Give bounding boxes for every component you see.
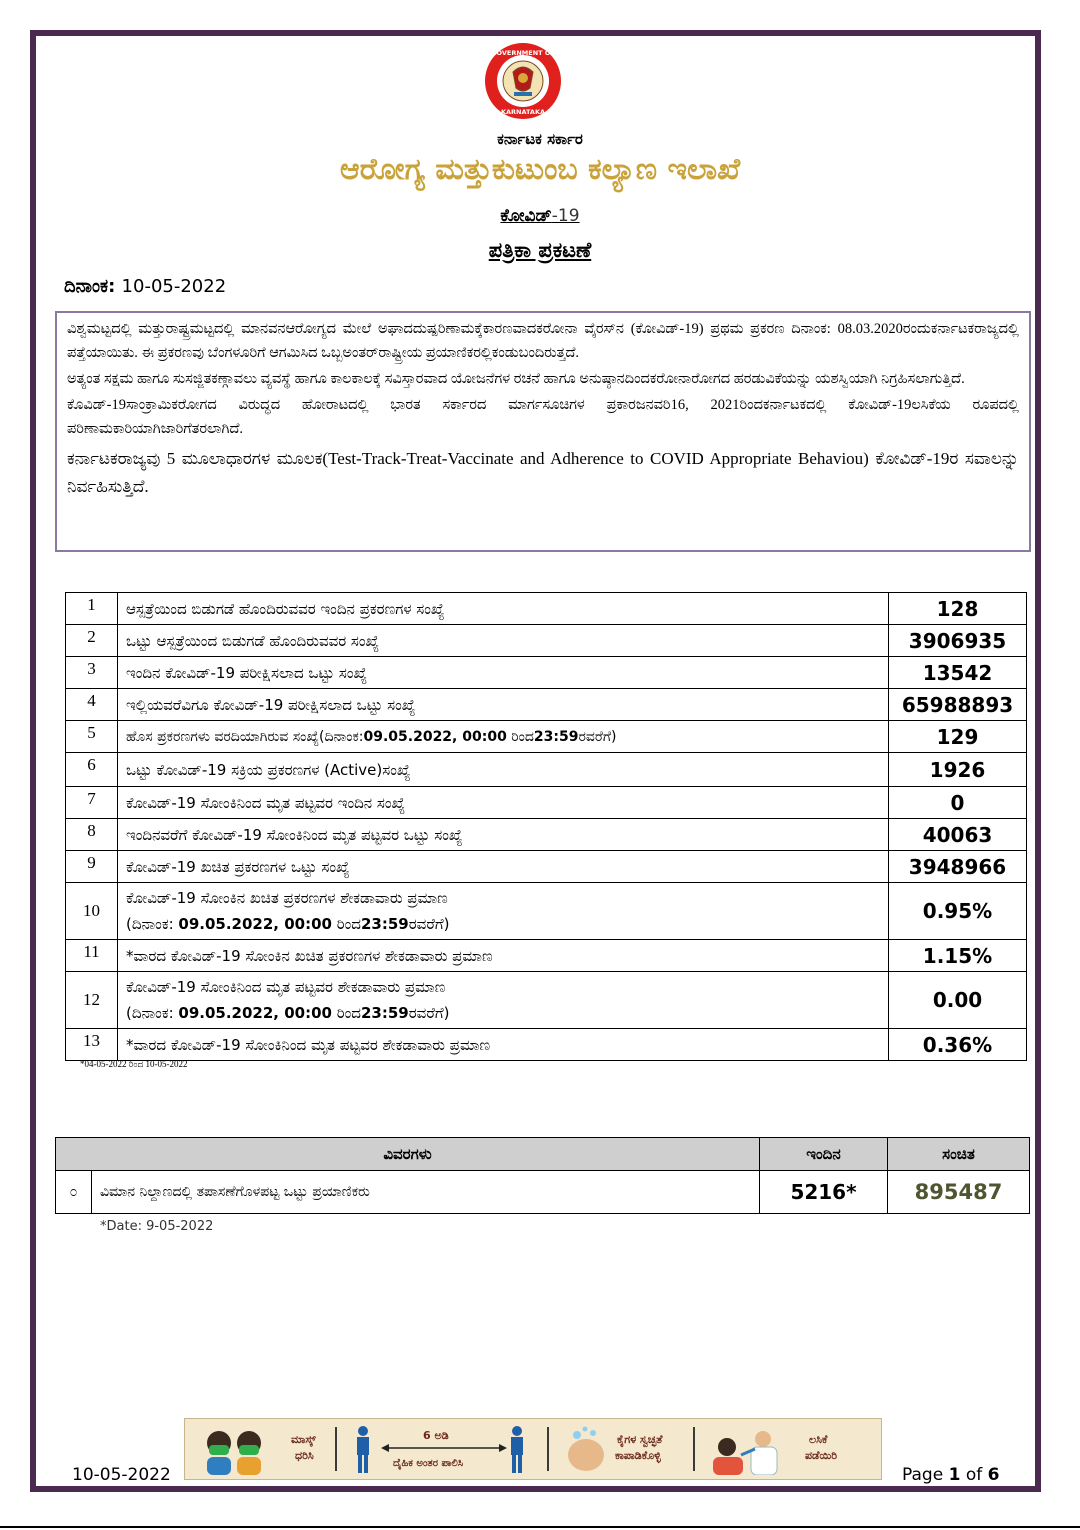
row-index: 10 — [66, 883, 118, 940]
footer-date: 10-05-2022 — [72, 1465, 171, 1485]
row-index: 4 — [66, 689, 118, 721]
banner-vaccine-line1: ಲಸಿಕೆ — [809, 1433, 828, 1446]
intro-paragraph-1: ವಿಶ್ವಮಟ್ಟದಲ್ಲಿ ಮತ್ತುರಾಷ್ಟ್ರಮಟ್ಟದಲ್ಲಿ ಮಾನವನಆರೋಗ್ಯದ ಮೇಲೆ ಅಘಾದದುಷ್ಪರಿಣಾಮಕ್ಕೆಕಾರಣವಾದಕರೋನಾ ವೈರಸ್‌ನ (ಕೋವಿಡ್-19) ಪ್ರಥಮ ಪ್ರಕರಣ ದಿನಾಂಕ: 08.03.2020ರಂದುಕರ್ನಾಟಕರಾಜ್ಯದಲ್ಲಿ ಪತ್ತೆಯಾಯಿತು. ಈ ಪ್ರಕರಣವು ಬೆಂಗಳೂರಿಗೆ ಆಗಮಿಸಿದ ಒಬ್ಬಅಂತರ್‌ರಾಷ್ಟ್ರೀಯ ಪ್ರಯಾಣಿಕರಲ್ಲಿಕಂಡುಬಂದಿರುತ್ತದೆ. — [67, 321, 1019, 361]
page-total: 6 — [987, 1465, 1000, 1485]
desc-date-line — [126, 1000, 880, 1026]
banner-divider — [693, 1427, 695, 1471]
table-row — [66, 721, 1027, 753]
covid-title — [0, 206, 1080, 226]
bottom-rule — [0, 1526, 1080, 1528]
row-value: 65988893 — [889, 689, 1027, 721]
desc-date-line — [126, 911, 880, 937]
row-description — [118, 972, 889, 1029]
date-range-start: 09.05.2022, 00:00 — [178, 1004, 332, 1022]
row-index: 13 — [66, 1029, 118, 1061]
table-row — [66, 625, 1027, 657]
row-index: 9 — [66, 851, 118, 883]
row-description — [118, 883, 889, 940]
banner-mask-line1: ಮಾಸ್ಕ್ — [291, 1433, 316, 1446]
table-row — [66, 1029, 1027, 1061]
row-index: ೦ — [56, 1171, 92, 1214]
row-cumulative-value: 895487 — [888, 1171, 1030, 1214]
table-row — [66, 972, 1027, 1029]
desc-part: ರವರೆಗೆ) — [408, 915, 450, 933]
row-index: 5 — [66, 721, 118, 753]
banner-hands-line1: ಕೈಗಳ ಸ್ವಚ್ಛತೆ — [617, 1433, 663, 1446]
desc-part: ರಿಂದ — [506, 728, 534, 745]
row-description: ಒಟ್ಟು ಆಸ್ಪತ್ರೆಯಿಂದ ಬಿಡುಗಡೆ ಹೊಂದಿರುವವರ ಸಂಖ್ಯೆ — [118, 625, 889, 657]
desc-part: ರಿಂದ — [331, 915, 361, 933]
column-header-today: ಇಂದಿನ — [760, 1138, 888, 1171]
desc-part: (ದಿನಾಂಕ: — [126, 1004, 179, 1022]
mask-people-icon — [199, 1425, 271, 1475]
desc-part: ರವರೆಗೆ) — [578, 728, 617, 745]
double-arrow-icon — [381, 1443, 507, 1453]
date-range-start: 09.05.2022, 00:00 — [363, 728, 507, 745]
page-of: of — [965, 1465, 983, 1485]
row-value: 13542 — [889, 657, 1027, 689]
row-value: 0 — [889, 787, 1027, 819]
row-description: ಒಟ್ಟು ಕೋವಿಡ್-19 ಸಕ್ರಿಯ ಪ್ರಕರಣಗಳ (Active)ಸಂಖ್ಯೆ — [118, 753, 889, 787]
row-value: 0.95% — [889, 883, 1027, 940]
table-row — [66, 851, 1027, 883]
date-value: 10-05-2022 — [121, 276, 227, 297]
table-row — [66, 940, 1027, 972]
date-range-end: 23:59 — [361, 1004, 409, 1022]
vaccination-icon — [705, 1425, 785, 1475]
row-value: 0.00 — [889, 972, 1027, 1029]
row-index: 3 — [66, 657, 118, 689]
column-header-cumulative: ಸಂಚಿತ — [888, 1138, 1030, 1171]
table-row — [66, 593, 1027, 625]
row-index: 1 — [66, 593, 118, 625]
row-description: *ವಾರದ ಕೋವಿಡ್-19 ಸೋಂಕಿನ ಖಚಿತ ಪ್ರಕರಣಗಳ ಶೇಕಡಾವಾರು ಪ್ರಮಾಣ — [118, 940, 889, 972]
table-row — [66, 819, 1027, 851]
row-index: 8 — [66, 819, 118, 851]
banner-mask-line2: ಧರಿಸಿ — [295, 1449, 314, 1462]
covid-number: -19 — [551, 206, 580, 226]
row-value: 128 — [889, 593, 1027, 625]
row-description — [118, 721, 889, 753]
row-description: ಇಲ್ಲಿಯವರೆವಿಗೂ ಕೋವಿಡ್-19 ಪರೀಕ್ಷಿಸಲಾದ ಒಟ್ಟು ಸಂಖ್ಯೆ — [118, 689, 889, 721]
desc-line: ಕೋವಿಡ್-19 ಸೋಂಕಿನಿಂದ ಮೃತ ಪಟ್ಟವರ ಶೇಕಡಾವಾರು ಪ್ರಮಾಣ — [126, 978, 446, 996]
intro-paragraph-3: ಕೊವಿಡ್-19ಸಾಂಕ್ರಾಮಿಕರೋಗದ ವಿರುದ್ಧದ ಹೋರಾಟದಲ್ಲಿ ಭಾರತ ಸರ್ಕಾರದ ಮಾರ್ಗಸೂಚಿಗಳ ಪ್ರಕಾರಜನವರಿ16, 2021ರಿಂದಕರ್ನಾಟಕದಲ್ಲಿ ಕೋವಿಡ್-19ಲಸಿಕೆಯ ರೂಪದಲ್ಲಿ ಪರಿಣಾಮಕಾರಿಯಾಗಿಜಾರಿಗೆತರಲಾಗಿದೆ. — [67, 397, 1019, 437]
row-description: ವಿಮಾನ ನಿಲ್ದಾಣದಲ್ಲಿ ತಪಾಸಣೆಗೊಳಪಟ್ಟ ಒಟ್ಟು ಪ್ರಯಾಣಿಕರು — [92, 1171, 760, 1214]
intro-paragraph-4: ಕರ್ನಾಟಕರಾಜ್ಯವು 5 ಮೂಲಾಧಾರಗಳ ಮೂಲಕ(Test-Track-Treat-Vaccinate and Adherence to COVID Appropriate Behaviou) ಕೋವಿಡ್-19ರ ಸವಾಲನ್ನು ನಿರ್ವಹಿಸುತ್ತಿದೆ. — [67, 449, 1019, 496]
airport-footnote: *Date: 9-05-2022 — [100, 1219, 214, 1234]
row-index: 11 — [66, 940, 118, 972]
row-index: 12 — [66, 972, 118, 1029]
handwash-icon — [563, 1425, 609, 1475]
row-description: *ವಾರದ ಕೋವಿಡ್-19 ಸೋಂಕಿನಿಂದ ಮೃತ ಪಟ್ಟವರ ಶೇಕಡಾವಾರು ಪ್ರಮಾಣ — [118, 1029, 889, 1061]
date-range-start: 09.05.2022, 00:00 — [178, 915, 332, 933]
row-description: ಇಂದಿನವರೆಗೆ ಕೋವಿಡ್-19 ಸೋಂಕಿನಿಂದ ಮೃತ ಪಟ್ಟವರ ಒಟ್ಟು ಸಂಖ್ಯೆ — [118, 819, 889, 851]
person-icon — [507, 1425, 527, 1475]
page-number — [902, 1465, 999, 1485]
covid-label: ಕೋವಿಡ್ — [500, 206, 552, 226]
date-range-end: 23:59 — [361, 915, 409, 933]
row-today-value: 5216* — [760, 1171, 888, 1214]
table-row — [56, 1171, 1030, 1214]
column-header-details: ವಿವರಗಳು — [56, 1138, 760, 1171]
row-value: 1.15% — [889, 940, 1027, 972]
page-word: Page — [902, 1465, 944, 1485]
row-value: 3906935 — [889, 625, 1027, 657]
seal-text-top: GOVERNMENT OF — [491, 49, 555, 57]
desc-part: ಹೊಸ ಪ್ರಕರಣಗಳು ವರದಿಯಾಗಿರುವ ಸಂಖ್ಯೆ(ದಿನಾಂಕ: — [126, 728, 364, 745]
banner-hands-line2: ಕಾಪಾಡಿಕೊಳ್ಳಿ — [615, 1449, 661, 1462]
covid-stats-table — [65, 592, 1027, 1061]
banner-divider — [547, 1427, 549, 1471]
date-line — [64, 276, 226, 297]
stats-footnote: *04-05-2022 ರಿಂದ 10-05-2022 — [80, 1059, 188, 1069]
intro-box — [55, 311, 1031, 552]
date-range-end: 23:59 — [533, 728, 579, 745]
row-index: 7 — [66, 787, 118, 819]
row-description: ಕೋವಿಡ್-19 ಸೋಂಕಿನಿಂದ ಮೃತ ಪಟ್ಟವರ ಇಂದಿನ ಸಂಖ್ಯೆ — [118, 787, 889, 819]
banner-divider — [335, 1427, 337, 1471]
banner-distance-bottom: ದೈಹಿಕ ಅಂತರ ಪಾಲಿಸಿ — [393, 1458, 464, 1469]
desc-part: ರಿಂದ — [331, 1004, 361, 1022]
row-description: ಇಂದಿನ ಕೋವಿಡ್-19 ಪರೀಕ್ಷಿಸಲಾದ ಒಟ್ಟು ಸಂಖ್ಯೆ — [118, 657, 889, 689]
desc-part: (ದಿನಾಂಕ: — [126, 915, 179, 933]
seal-text-bottom: KARNATAKA — [500, 108, 546, 116]
row-value: 1926 — [889, 753, 1027, 787]
row-value: 0.36% — [889, 1029, 1027, 1061]
desc-line: ಕೋವಿಡ್-19 ಸೋಂಕಿನ ಖಚಿತ ಪ್ರಕರಣಗಳ ಶೇಕಡಾವಾರು ಪ್ರಮಾಣ — [126, 889, 448, 907]
row-description: ಆಸ್ಪತ್ರೆಯಿಂದ ಬಿಡುಗಡೆ ಹೊಂದಿರುವವರ ಇಂದಿನ ಪ್ರಕರಣಗಳ ಸಂಖ್ಯೆ — [118, 593, 889, 625]
person-icon — [353, 1425, 373, 1475]
banner-vaccine-line2: ಪಡೆಯಿರಿ — [805, 1449, 838, 1462]
department-title: ಆರೋಗ್ಯ ಮತ್ತುಕುಟುಂಬ ಕಲ್ಯಾಣ ಇಲಾಖೆ — [339, 152, 741, 187]
covid-guidelines-banner — [184, 1418, 882, 1480]
karnataka-government-seal — [468, 42, 578, 120]
page-current: 1 — [948, 1465, 961, 1485]
row-value: 3948966 — [889, 851, 1027, 883]
row-description: ಕೋವಿಡ್-19 ಖಚಿತ ಪ್ರಕರಣಗಳ ಒಟ್ಟು ಸಂಖ್ಯೆ — [118, 851, 889, 883]
row-index: 6 — [66, 753, 118, 787]
intro-paragraph-2: ಅತ್ಯಂತ ಸಕ್ಷಮ ಹಾಗೂ ಸುಸಜ್ಜಿತಕಣ್ಗಾವಲು ವ್ಯವಸ್ಥೆ ಹಾಗೂ ಕಾಲಕಾಲಕ್ಕೆ ಸವಿಸ್ತಾರವಾದ ಯೋಜನೆಗಳ ರಚನೆ ಹಾಗೂ ಅನುಷ್ಠಾನದಿಂದಕರೋನಾರೋಗದ ಹರಡುವಿಕೆಯನ್ನು ಯಶಸ್ವಿಯಾಗಿ ನಿಗ್ರಹಿಸಲಾಗುತ್ತಿದೆ. — [67, 371, 965, 387]
row-index: 2 — [66, 625, 118, 657]
table-row — [66, 657, 1027, 689]
date-label: ದಿನಾಂಕ: — [64, 276, 116, 297]
table-row — [66, 883, 1027, 940]
desc-part: ರವರೆಗೆ) — [408, 1004, 450, 1022]
table-row — [66, 787, 1027, 819]
table-row — [66, 753, 1027, 787]
banner-distance-top: 6 ಅಡಿ — [423, 1429, 449, 1442]
row-value: 129 — [889, 721, 1027, 753]
table-header-row — [56, 1138, 1030, 1171]
government-name: ಕರ್ನಾಟಕ ಸರ್ಕಾರ — [497, 130, 583, 148]
press-release-title: ಪತ್ರಿಕಾ ಪ್ರಕಟಣೆ — [488, 238, 592, 262]
row-value: 40063 — [889, 819, 1027, 851]
table-row — [66, 689, 1027, 721]
airport-screening-table — [55, 1137, 1030, 1214]
